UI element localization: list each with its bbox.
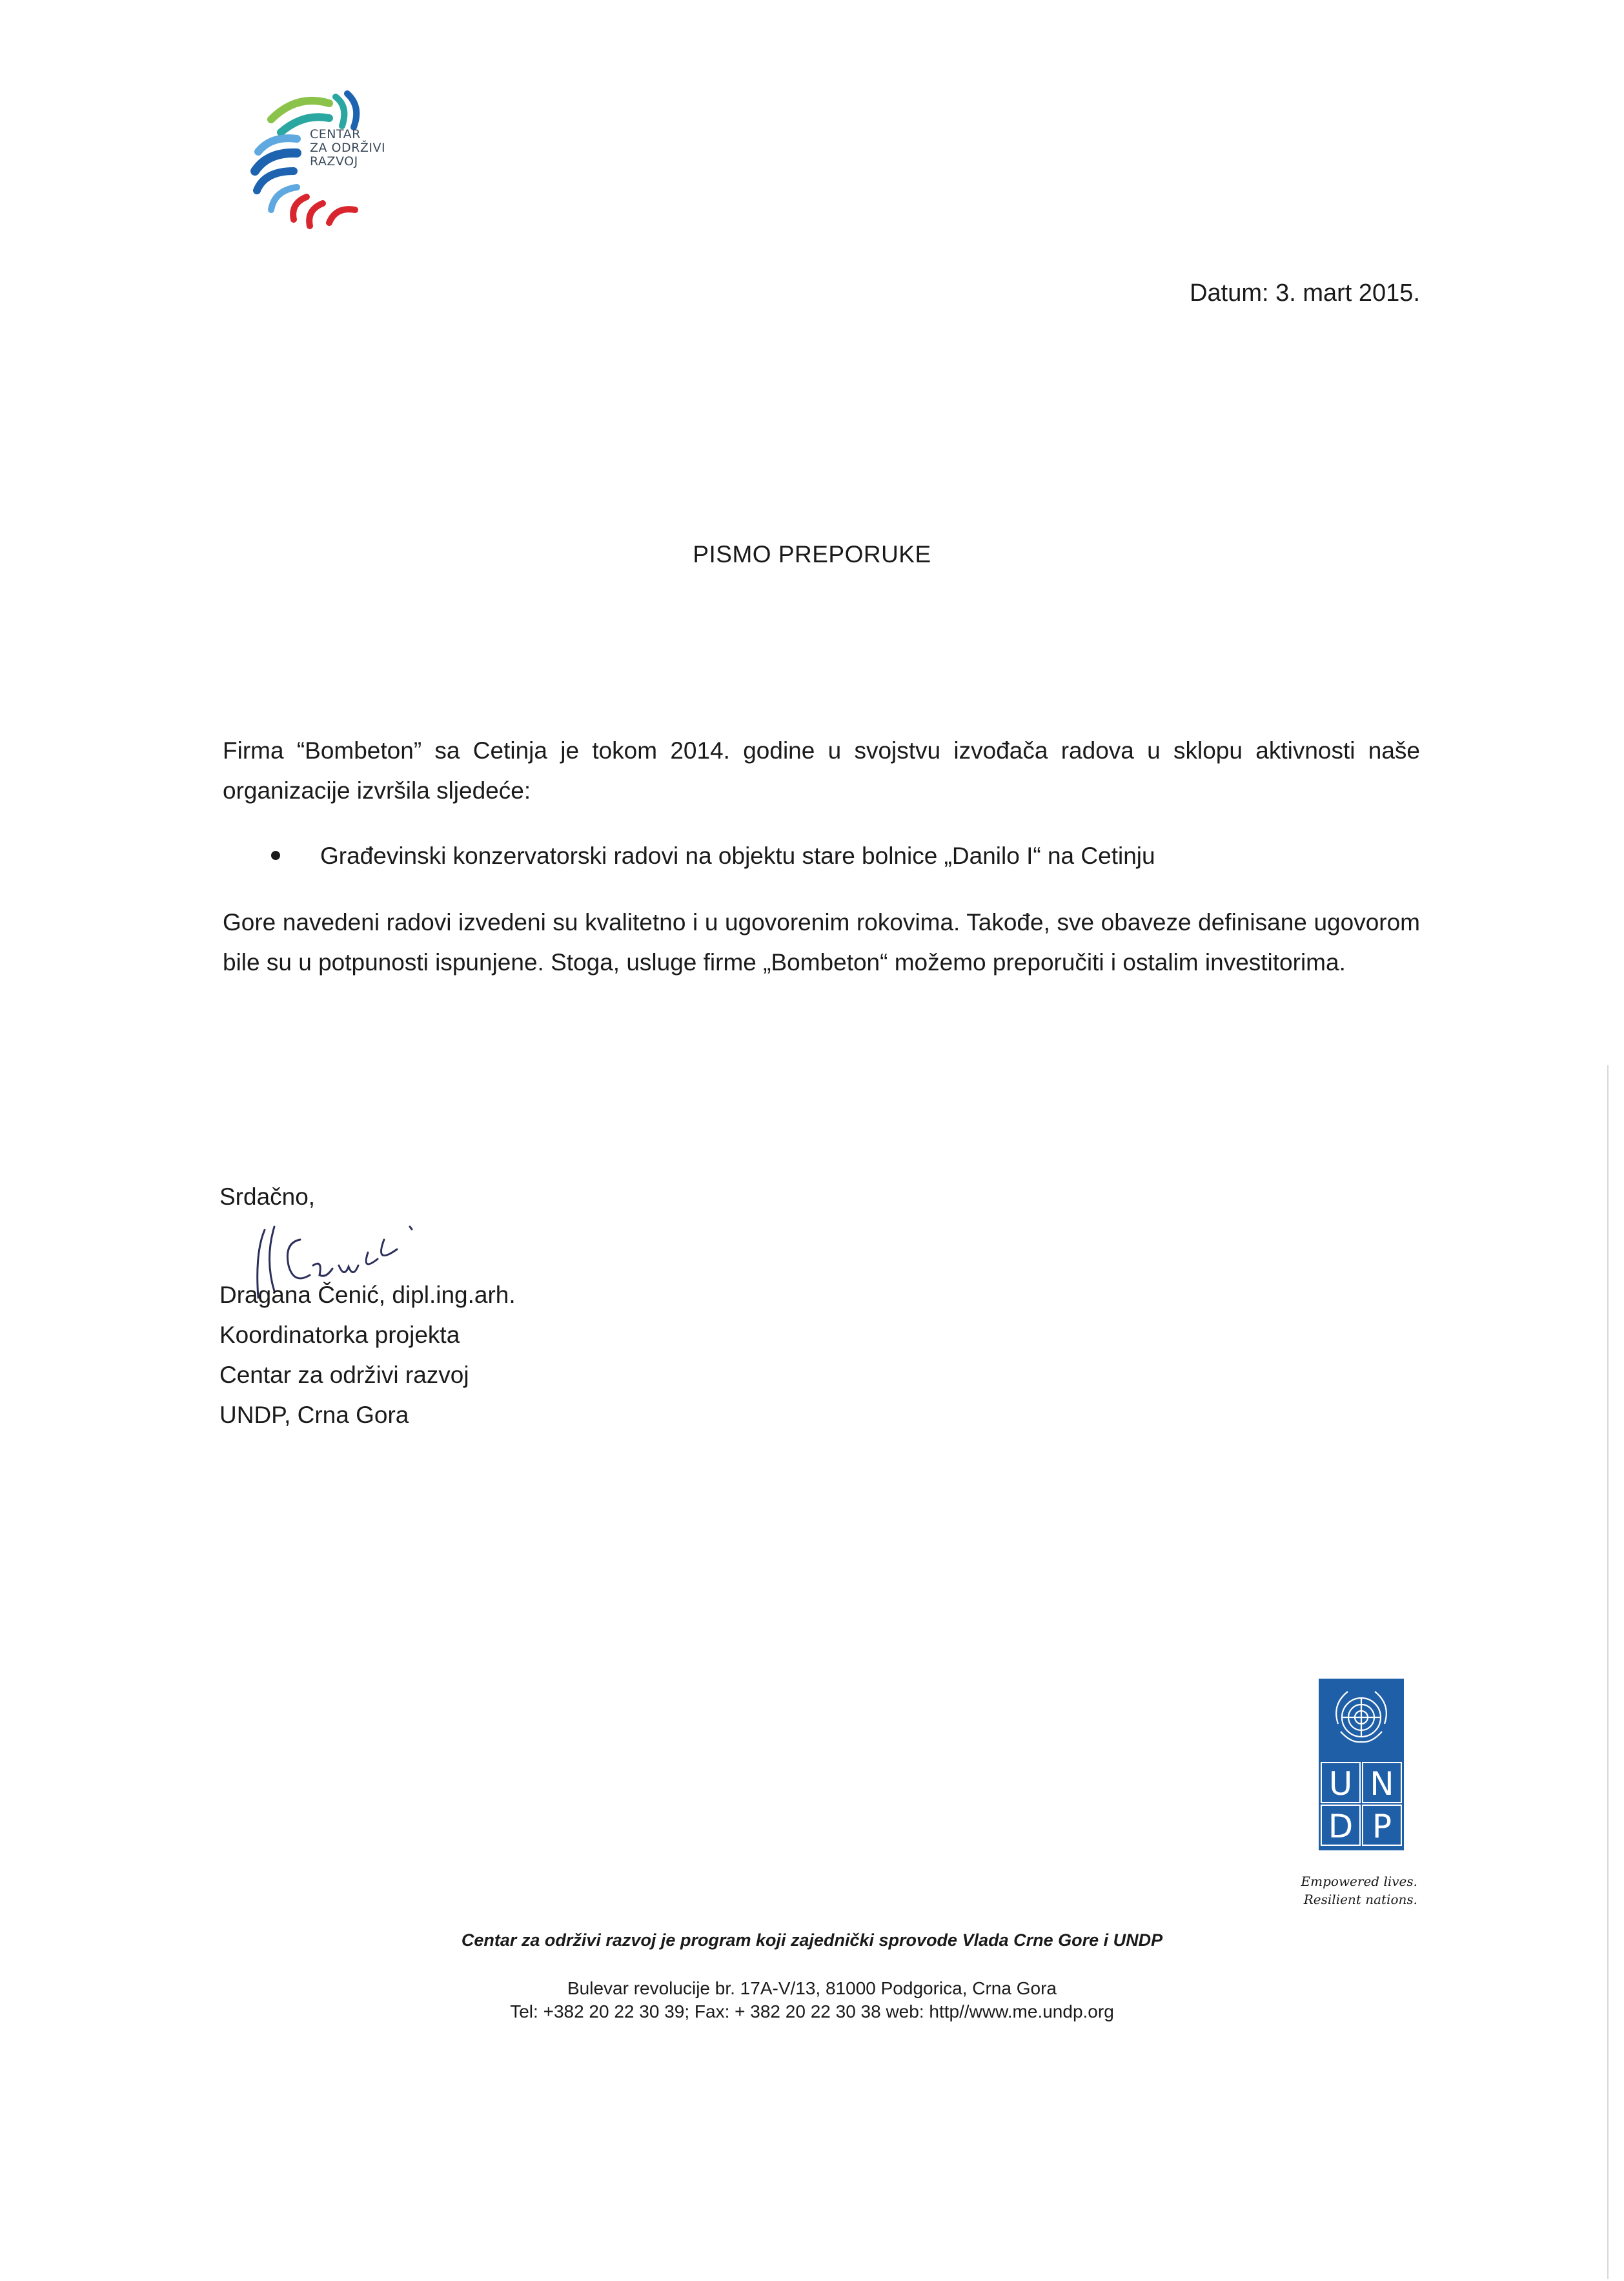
undp-letter-u: U — [1328, 1765, 1353, 1803]
document-title: PISMO PREPORUKE — [693, 541, 931, 568]
undp-tagline-1: Empowered lives. — [1301, 1874, 1417, 1889]
greeting: Srdačno, — [219, 1183, 316, 1210]
undp-tagline-2: Resilient nations. — [1303, 1892, 1417, 1907]
footer-contact — [0, 1977, 1624, 2023]
logo-line-3: RAZVOJ — [310, 154, 358, 169]
signer-organization: Centar za održivi razvoj — [219, 1362, 469, 1388]
undp-logo — [1319, 1679, 1404, 1850]
intro-paragraph: Firma “Bombeton” sa Cetinja je tokom 2014. godine u svojstvu izvođača radova u sklopu aktivnosti naše organizacije izvršila sljedeće: — [223, 737, 1420, 804]
logo-text — [310, 128, 400, 169]
undp-letter-p: P — [1372, 1808, 1392, 1845]
scan-edge-divider — [1607, 1065, 1609, 2279]
signer-role: Koordinatorka projekta — [219, 1322, 460, 1348]
undp-letter-d: D — [1328, 1808, 1354, 1845]
footer-address: Bulevar revolucije br. 17A-V/13, 81000 Podgorica, Crna Gora — [567, 1978, 1057, 1998]
footer-program-note: Centar za održivi razvoj je program koji zajednički sprovode Vlada Crne Gore i UNDP — [461, 1930, 1163, 1950]
bullet-item: Građevinski konzervatorski radovi na objektu stare bolnice „Danilo I“ na Cetinju — [320, 843, 1155, 869]
logo-line-1: CENTAR — [310, 127, 361, 141]
document-date: Datum: 3. mart 2015. — [1190, 280, 1420, 307]
undp-letter-n: N — [1370, 1765, 1394, 1803]
signer-name: Dragana Čenić, dipl.ing.arh. — [219, 1282, 516, 1308]
logo-line-2: ZA ODRŽIVI — [310, 141, 386, 155]
undp-tagline — [1301, 1872, 1417, 1908]
bullet-dot-icon — [271, 851, 280, 860]
footer-phone-fax-web: Tel: +382 20 22 30 39; Fax: + 382 20 22 30 38 web: http//www.me.undp.org — [510, 2001, 1114, 2021]
signer-block — [219, 1275, 516, 1435]
closing-paragraph: Gore navedeni radovi izvedeni su kvalitetno i u ugovorenim rokovima. Takođe, sve obaveze definisane ugovorom bile su u potpunosti ispunjene. Stoga, usluge firme „Bombeton“ možemo preporučiti i ostalim investitorima. — [223, 909, 1420, 976]
bullet-list — [271, 836, 1368, 876]
signer-organization-2: UNDP, Crna Gora — [219, 1402, 409, 1428]
